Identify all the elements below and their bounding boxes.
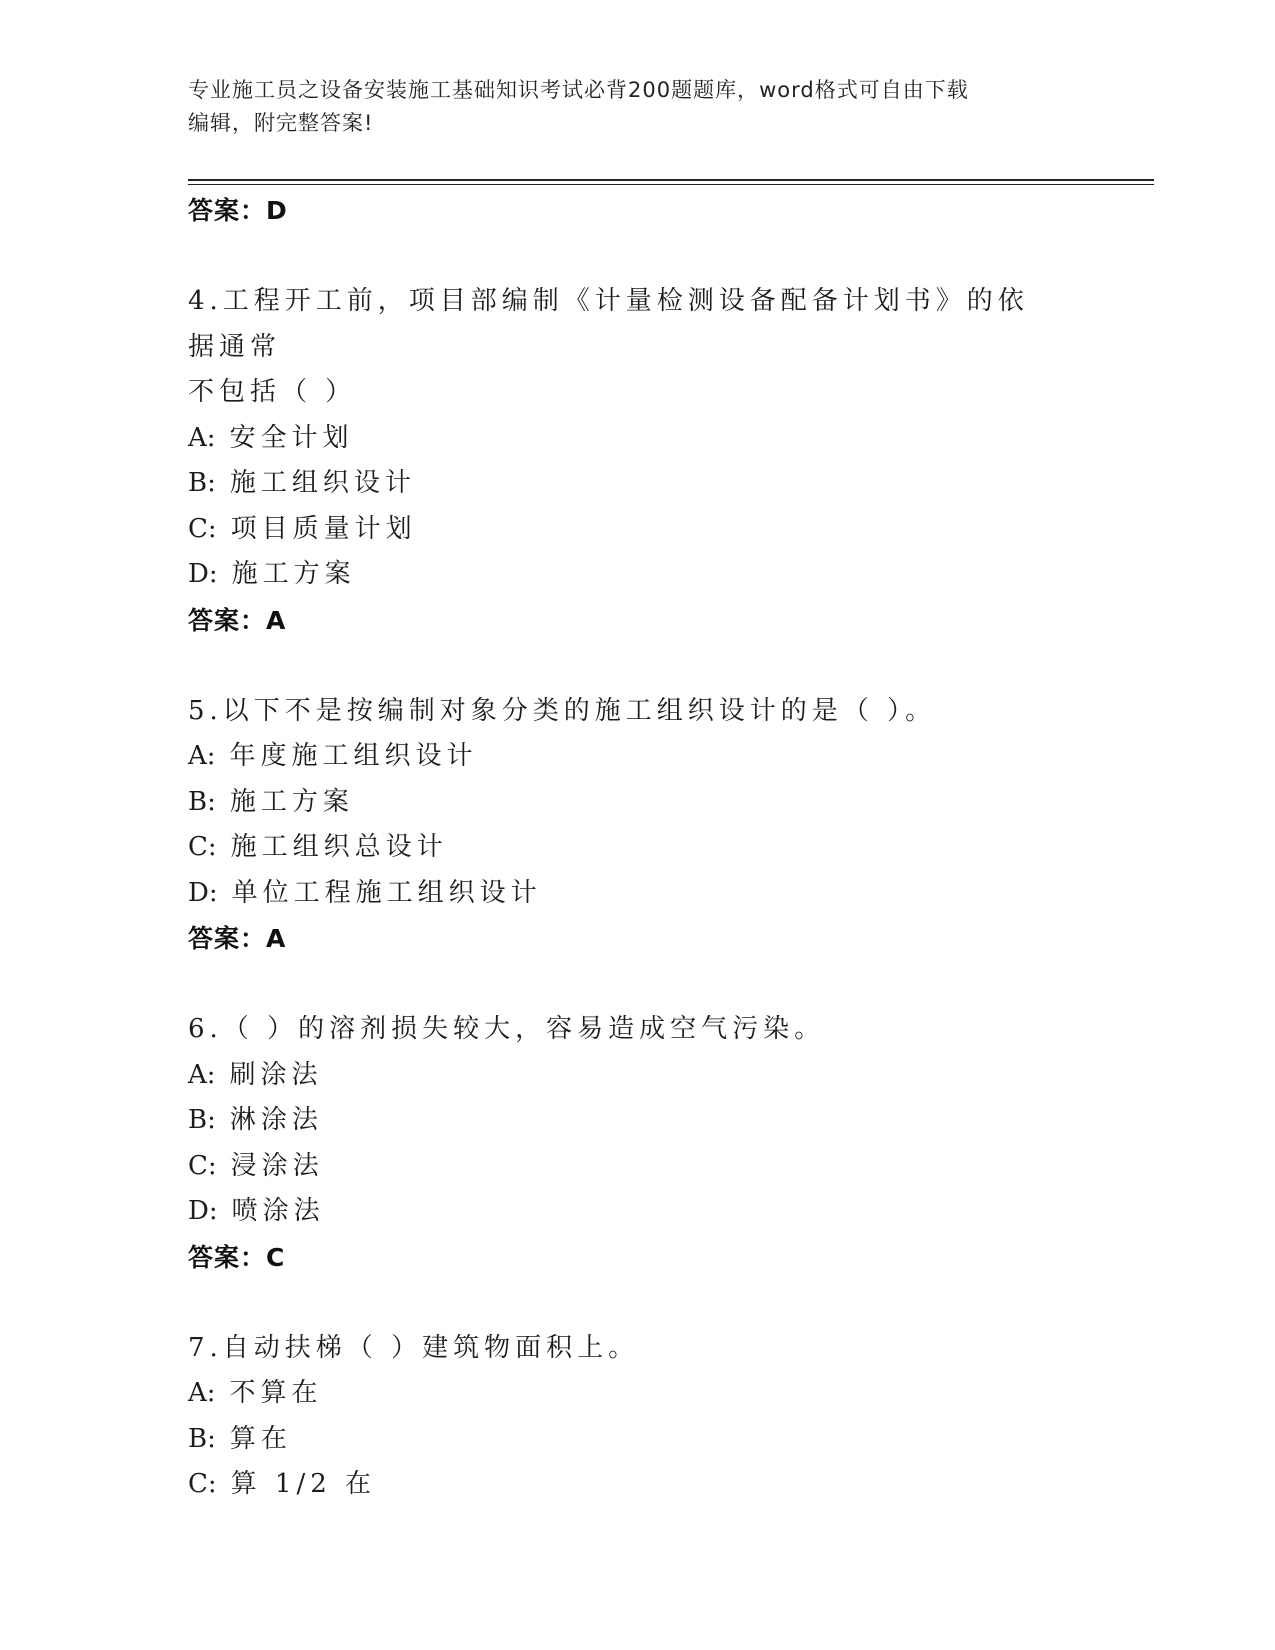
question-line-1: 4.工程开工前，项目部编制《计量检测设备配备计划书》的依据通常 — [188, 286, 1029, 362]
option-b: B: 施工组织设计 — [188, 468, 416, 498]
spacer — [188, 644, 1088, 689]
option-b: B: 淋涂法 — [188, 1105, 323, 1135]
option-a: A: 安全计划 — [188, 422, 354, 453]
question-line-2: 不包括（ ） — [188, 377, 357, 407]
option-b: B: 算在 — [188, 1423, 292, 1454]
question-text — [188, 689, 1048, 735]
option-c: C: 算 1/2 在 — [188, 1469, 377, 1499]
question-6 — [188, 1007, 1088, 1281]
option-c: C: 施工组织总设计 — [188, 832, 448, 862]
document-header — [188, 74, 1068, 140]
option-a: A: 不算在 — [188, 1378, 323, 1408]
spacer — [188, 962, 1088, 1007]
question-5 — [188, 689, 1088, 963]
answer-label: 答案： — [188, 196, 267, 225]
option-b: B: 施工方案 — [188, 786, 354, 817]
answer-value: C — [266, 1242, 286, 1272]
header-line-2: 编辑，附完整答案! — [188, 111, 374, 135]
question-text — [188, 1007, 1048, 1053]
answer-line: 答案：C — [188, 1242, 286, 1272]
question-line-1: 6.（ ）的溶剂损失较大，容易造成空气污染。 — [188, 1014, 826, 1044]
question-list — [188, 188, 1088, 1508]
question-7 — [188, 1326, 1088, 1508]
answer-line: 答案：A — [188, 924, 287, 953]
option-a: A: 刷涂法 — [188, 1059, 323, 1090]
option-d: D: 单位工程施工组织设计 — [188, 877, 542, 908]
option-c: C: 浸涂法 — [188, 1150, 324, 1181]
answer-value: A — [266, 924, 287, 953]
option-d: D: 喷涂法 — [188, 1196, 325, 1226]
option-d: D: 施工方案 — [188, 559, 356, 589]
question-line-1: 7.自动扶梯（ ）建筑物面积上。 — [188, 1332, 640, 1363]
spacer — [188, 1281, 1088, 1326]
header-line-1: 专业施工员之设备安装施工基础知识考试必背200题题库，word格式可自由下载 — [188, 78, 969, 102]
answer-line — [188, 188, 1088, 234]
answer-value: D — [266, 196, 288, 225]
question-line-1: 5.以下不是按编制对象分类的施工组织设计的是（ ）。 — [188, 695, 937, 726]
answer-value: A — [266, 605, 287, 635]
question-text — [188, 279, 1048, 416]
question-text — [188, 1326, 1048, 1372]
option-c: C: 项目质量计划 — [188, 513, 417, 544]
option-a: A: 年度施工组织设计 — [188, 741, 478, 771]
question-4 — [188, 279, 1088, 644]
answer-line: 答案：A — [188, 605, 287, 635]
spacer — [188, 234, 1088, 279]
header-divider-thick — [188, 179, 1154, 181]
header-divider-thin — [188, 184, 1154, 185]
